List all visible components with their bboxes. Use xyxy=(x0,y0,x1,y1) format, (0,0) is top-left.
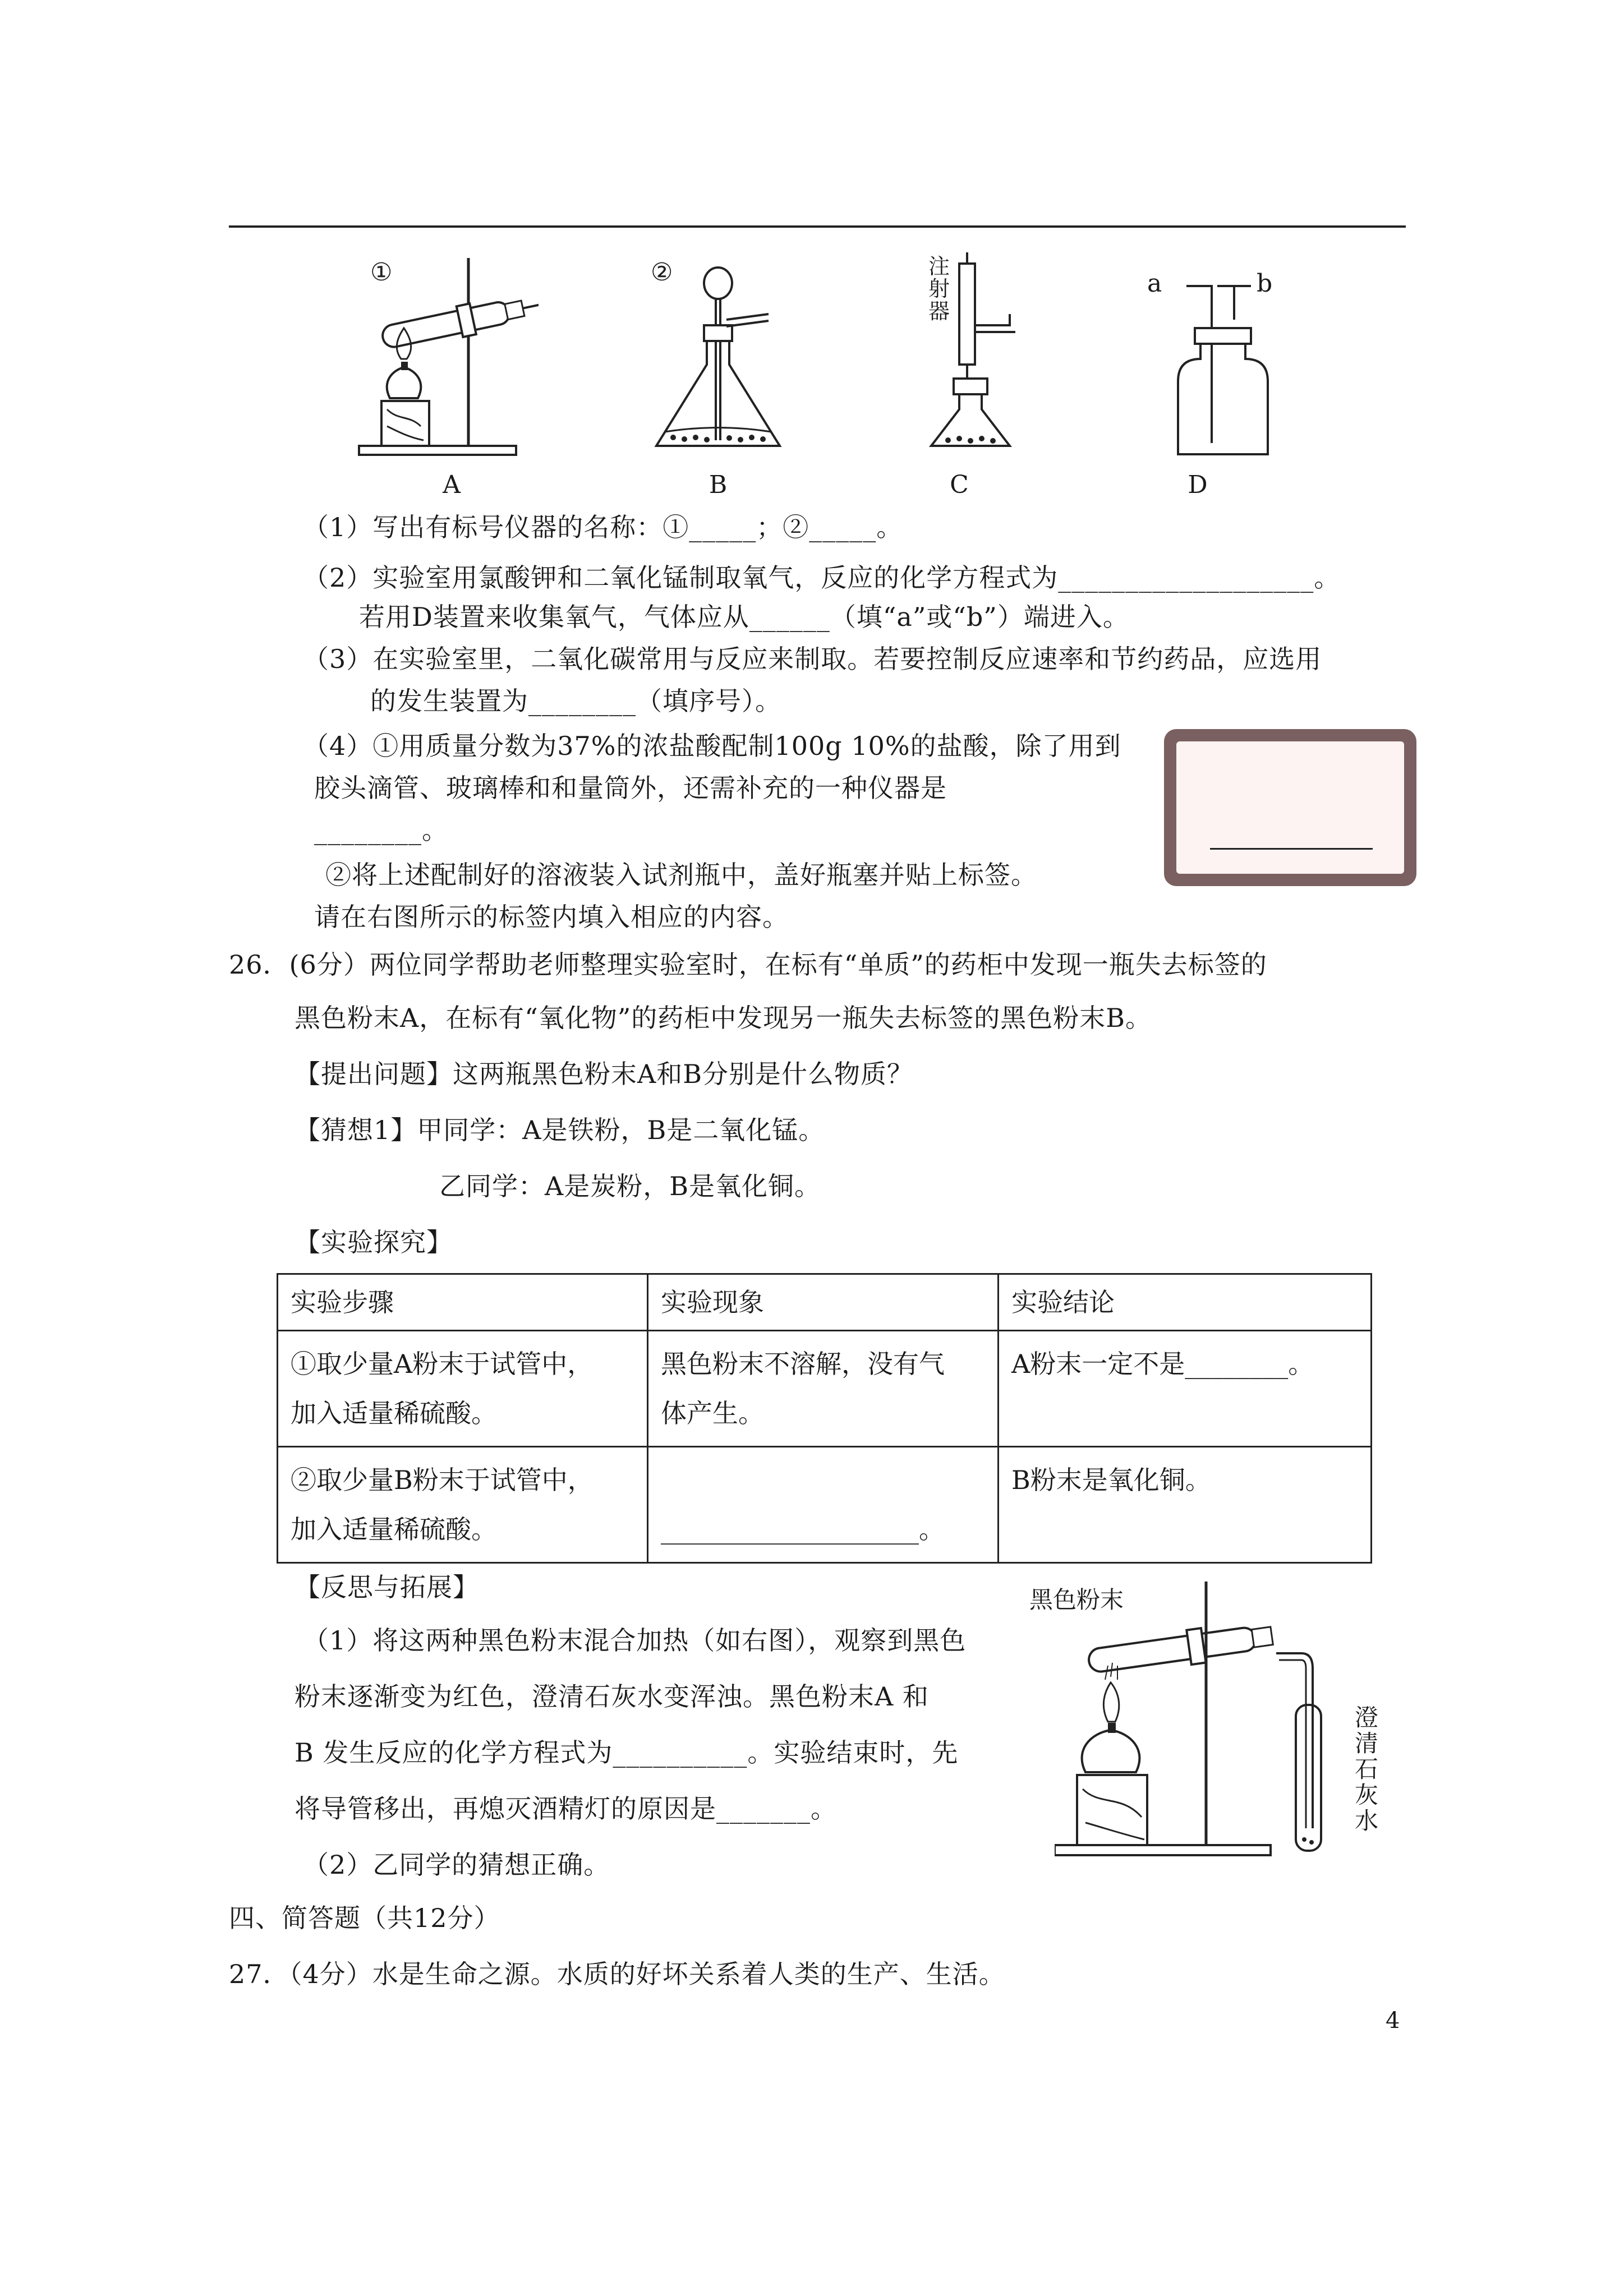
apparatus-b-figure xyxy=(645,252,813,460)
q25-part3-line1: （3）在实验室里，二氧化碳常用与反应来制取。若要控制反应速率和节约药品，应选用 xyxy=(303,644,1322,674)
q26-reflect-1a: （1）将这两种黑色粉末混合加热（如右图），观察到黑色 xyxy=(303,1625,967,1656)
row2-step xyxy=(278,1447,648,1563)
header-conclusion: 实验结论 xyxy=(999,1274,1372,1331)
q27-line: 27．（4分）水是生命之源。水质的好坏关系着人类的生产、生活。 xyxy=(229,1959,1005,1989)
q25-part2-line1: （2）实验室用氯酸钾和二氧化锰制取氧气，反应的化学方程式为___________________。 xyxy=(303,563,1341,593)
q26-line1: 26．(6分）两位同学帮助老师整理实验室时，在标有“单质”的药柜中发现一瓶失去标签的 xyxy=(229,949,1267,980)
row2-phenomenon-blank: ____________________。 xyxy=(661,1514,945,1545)
section4-heading: 四、简答题（共12分） xyxy=(229,1903,500,1933)
q26-guess2: 乙同学：A是炭粉，B是氧化铜。 xyxy=(439,1171,821,1201)
q26-question: 【提出问题】这两瓶黑色粉末A和B分别是什么物质？ xyxy=(295,1059,914,1089)
row1-step xyxy=(278,1331,648,1447)
row2-phenomenon xyxy=(648,1447,999,1563)
row1-phenomenon-line1: 黑色粉末不溶解，没有气 xyxy=(661,1349,945,1379)
apparatus-a-figure xyxy=(348,252,539,460)
q25-part4-line2: 胶头滴管、玻璃棒和和量筒外，还需补充的一种仪器是 xyxy=(314,773,947,803)
row2-conclusion: B粉末是氧化铜。 xyxy=(999,1447,1372,1563)
apparatus-b-label: B xyxy=(709,471,728,499)
syringe-label: 注射器 xyxy=(928,254,950,324)
q25-part3-line2: 的发生装置为________（填序号）。 xyxy=(370,686,781,716)
reagent-label-blank-line xyxy=(1210,848,1373,850)
row2-phenomenon-spacer xyxy=(661,1455,985,1505)
row1-conclusion: A粉末一定不是________。 xyxy=(999,1331,1372,1447)
black-powder-label: 黑色粉末 xyxy=(1029,1586,1124,1613)
apparatus-c-label: C xyxy=(950,471,969,499)
row1-phenomenon xyxy=(648,1331,999,1447)
q26-guess1: 【猜想1】甲同学：A是铁粉，B是二氧化锰。 xyxy=(295,1115,825,1145)
limewater-label: 澄清石灰水 xyxy=(1355,1704,1379,1834)
reduction-apparatus-figure xyxy=(1055,1570,1402,1862)
q26-reflect-heading: 【反思与拓展】 xyxy=(295,1572,479,1602)
header-rule xyxy=(229,225,1406,228)
marker-2-label: ② xyxy=(651,258,673,287)
apparatus-a-label: A xyxy=(443,471,461,499)
reagent-label-box xyxy=(1164,729,1416,886)
port-b-label: b xyxy=(1257,269,1273,298)
q26-explore-heading: 【实验探究】 xyxy=(295,1227,453,1257)
table-header-row xyxy=(278,1274,1372,1331)
q25-part4-line3: ________。 xyxy=(314,815,448,845)
row1-phenomenon-line2: 体产生。 xyxy=(661,1398,764,1428)
reagent-label-inner xyxy=(1176,741,1404,874)
q25-part4-line1: （4）①用质量分数为37%的浓盐酸配制100g 10%的盐酸，除了用到 xyxy=(303,731,1121,761)
q25-part4-line4: ②将上述配制好的溶液装入试剂瓶中，盖好瓶塞并贴上标签。 xyxy=(325,860,1037,890)
row1-step-line2: 加入适量稀硫酸。 xyxy=(291,1398,497,1428)
row2-step-line2: 加入适量稀硫酸。 xyxy=(291,1514,497,1545)
q25-part2-line2: 若用D装置来收集氧气，气体应从______（填“a”或“b”）端进入。 xyxy=(359,602,1129,632)
q26-reflect-2: （2）乙同学的猜想正确。 xyxy=(303,1850,610,1880)
header-phenomenon: 实验现象 xyxy=(648,1274,999,1331)
q26-reflect-1d: 将导管移出，再熄灭酒精灯的原因是_______。 xyxy=(295,1794,837,1824)
apparatus-d-figure xyxy=(1167,275,1279,460)
q25-part1: （1）写出有标号仪器的名称：①_____；②_____。 xyxy=(303,512,903,542)
q26-reflect-1c: B 发生反应的化学方程式为__________。实验结束时，先 xyxy=(295,1737,959,1768)
apparatus-d-label: D xyxy=(1188,471,1208,499)
marker-1-label: ① xyxy=(370,258,393,287)
q26-line2: 黑色粉末A，在标有“氧化物”的药柜中发现另一瓶失去标签的黑色粉末B。 xyxy=(295,1003,1152,1033)
row2-step-line1: ②取少量B粉末于试管中， xyxy=(291,1465,594,1495)
q25-part4-line5: 请在右图所示的标签内填入相应的内容。 xyxy=(314,902,789,932)
port-a-label: a xyxy=(1147,269,1162,298)
table-row xyxy=(278,1331,1372,1447)
experiment-table xyxy=(277,1273,1372,1564)
header-step: 实验步骤 xyxy=(278,1274,648,1331)
row1-step-line1: ①取少量A粉末于试管中， xyxy=(291,1349,594,1379)
q26-reflect-1b: 粉末逐渐变为红色，澄清石灰水变浑浊。黑色粉末A 和 xyxy=(295,1681,929,1712)
table-row xyxy=(278,1447,1372,1563)
page-number: 4 xyxy=(1386,2008,1400,2034)
